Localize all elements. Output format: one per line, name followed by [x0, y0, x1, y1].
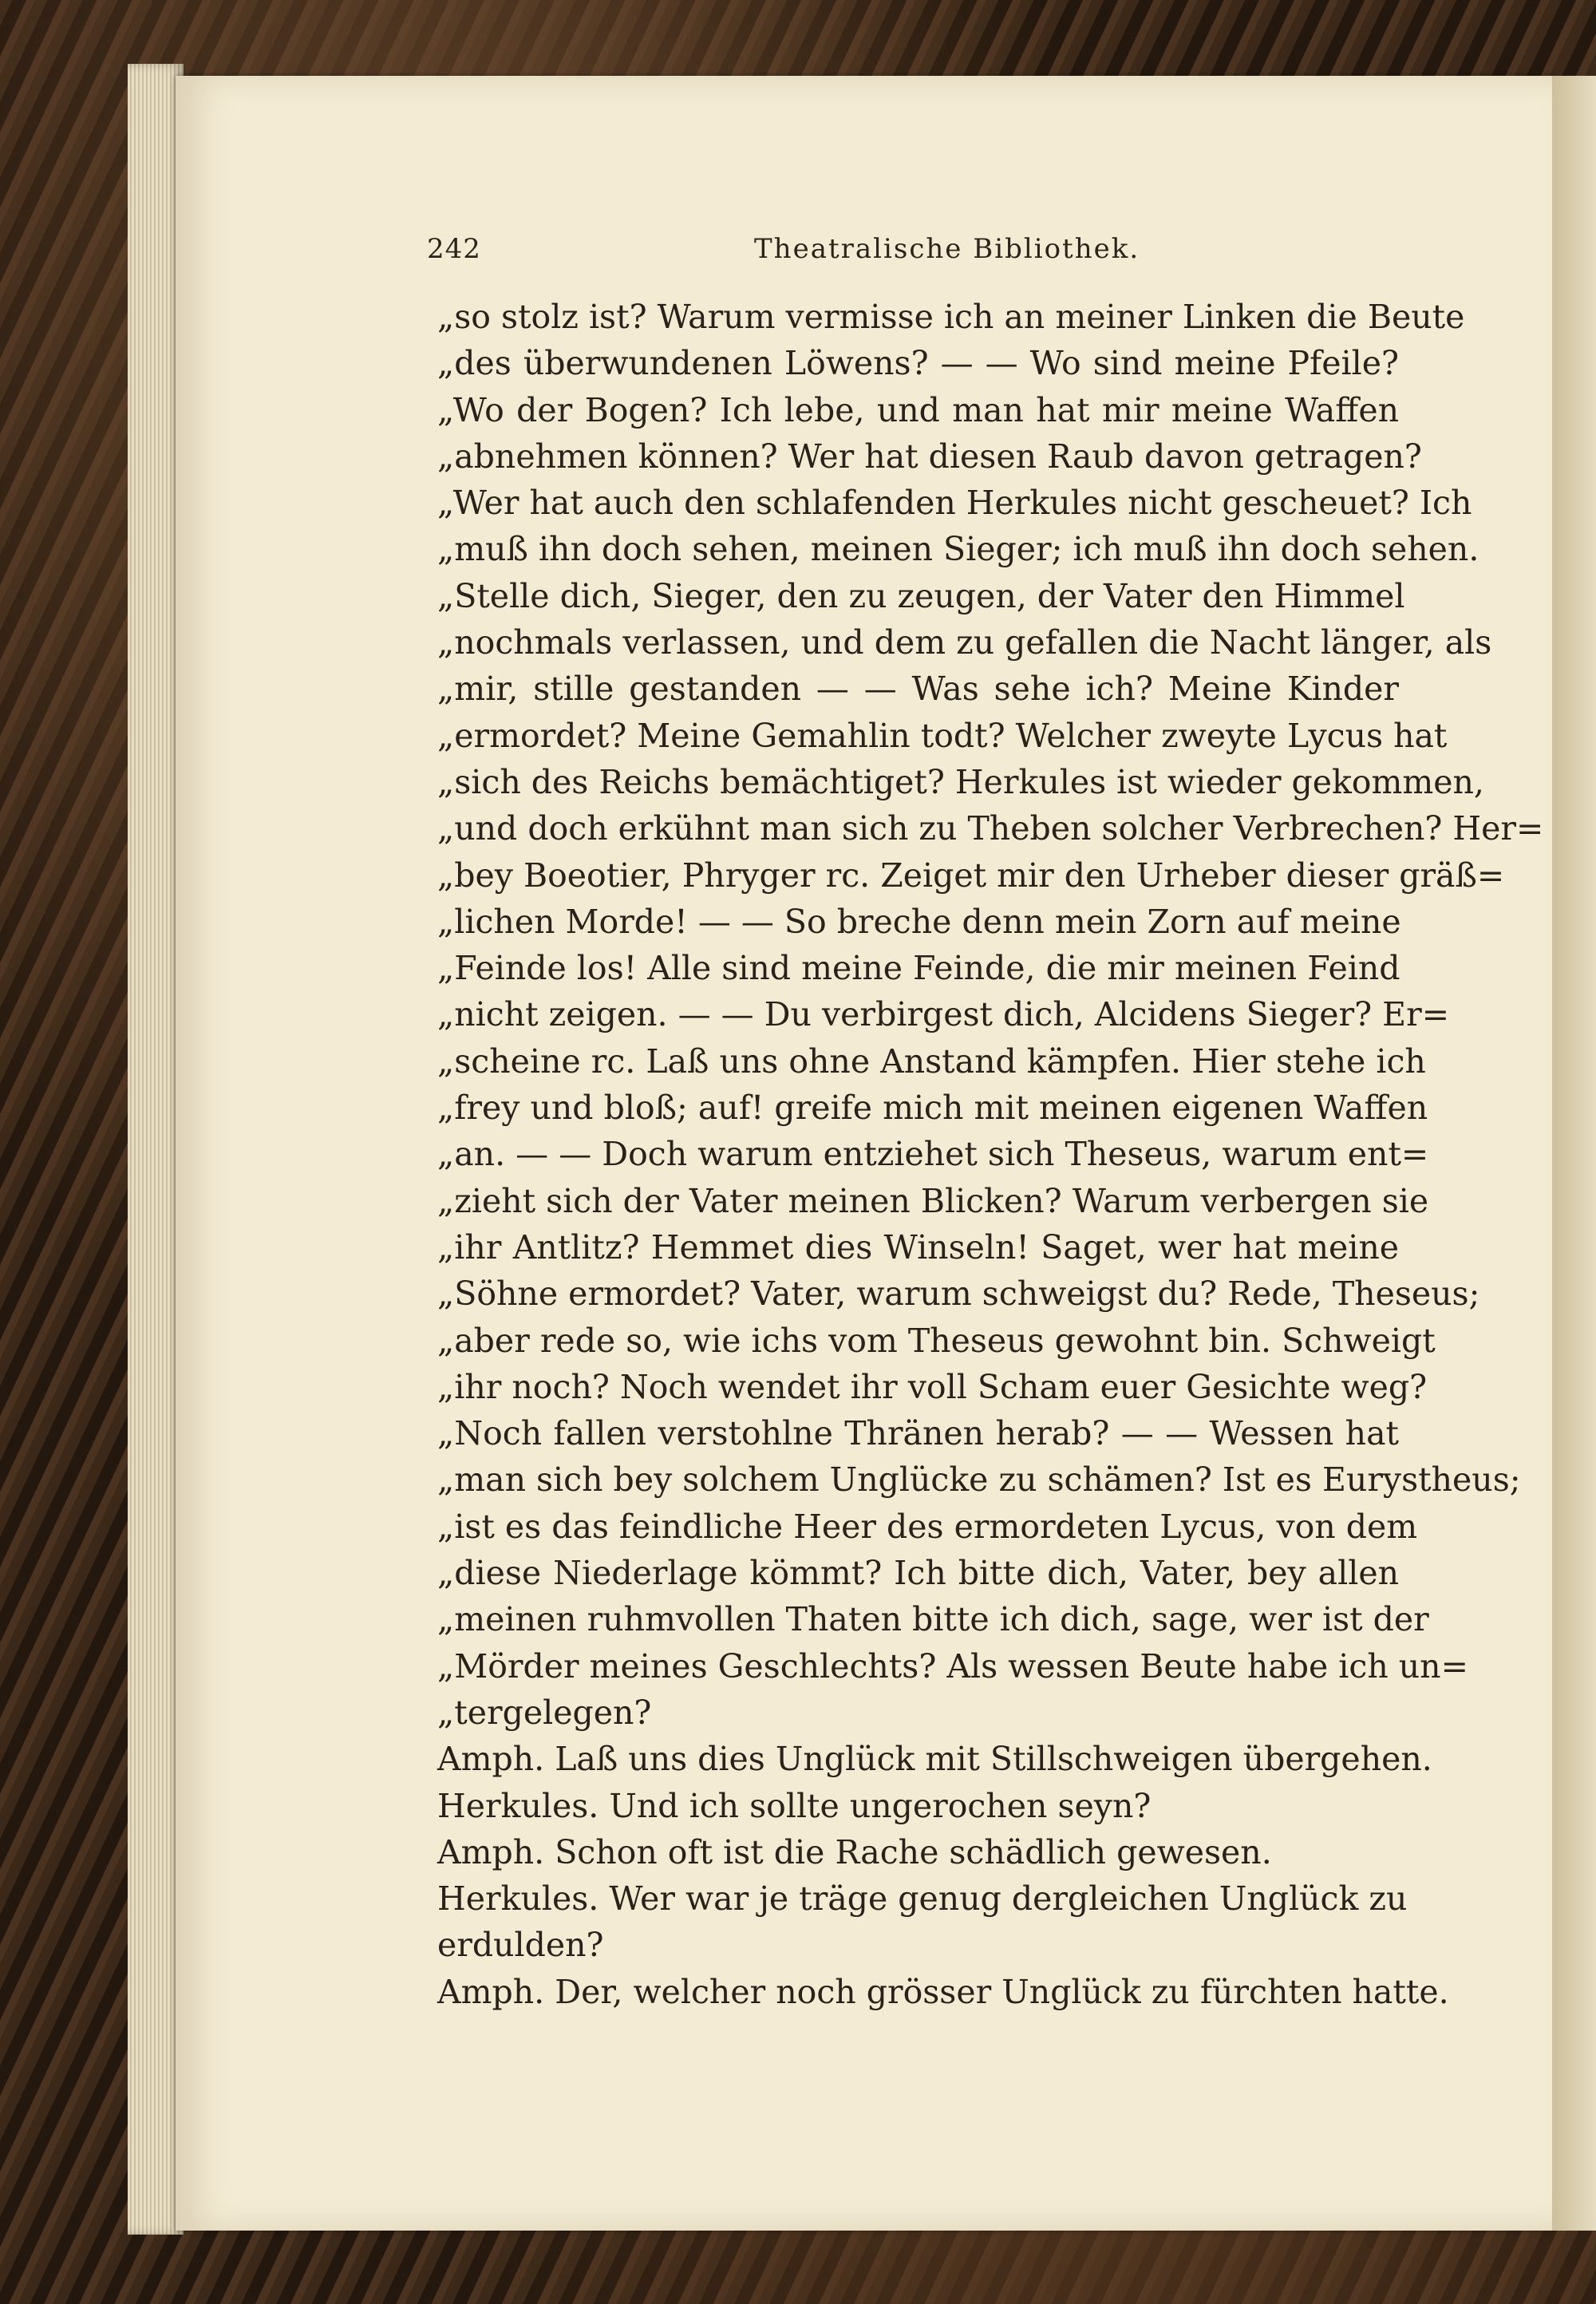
text-line: „lichen Morde! — — So breche denn mein Zorn auf meine	[437, 902, 1401, 941]
text-line: „des überwundenen Löwens? — — Wo sind meine Pfeile?	[437, 344, 1399, 383]
text-line: „an. — — Doch warum entziehet sich Theseus, warum ent=	[437, 1135, 1429, 1174]
facing-page-edge	[1552, 76, 1596, 2231]
text-line: „aber rede so, wie ichs vom Theseus gewohnt bin. Schweigt	[437, 1321, 1436, 1360]
speaker-line: Amph. Laß uns dies Unglück mit Stillschweigen übergehen.	[437, 1740, 1432, 1779]
text-line: „ermordet? Meine Gemahlin todt? Welcher zweyte Lycus hat	[437, 716, 1448, 755]
page-header	[427, 233, 1408, 273]
text-line: „meinen ruhmvollen Thaten bitte ich dich, sage, wer ist der	[437, 1600, 1429, 1639]
text-line: „Wo der Bogen? Ich lebe, und man hat mir meine Waffen	[437, 390, 1399, 429]
body-text	[437, 294, 1544, 2015]
page-number: 242	[427, 233, 481, 265]
text-line: „man sich bey solchem Unglücke zu schämen? Ist es Eurystheus;	[437, 1460, 1521, 1500]
speaker-line: Herkules. Wer war je träge genug dergleichen Unglück zu	[437, 1879, 1408, 1919]
running-title: Theatralische Bibliothek.	[754, 233, 1140, 265]
text-line: „bey Boeotier, Phryger rc. Zeiget mir den Urheber dieser gräß=	[437, 856, 1505, 895]
text-line: „tergelegen?	[437, 1693, 652, 1732]
speaker-line: Amph. Der, welcher noch grösser Unglück zu fürchten hatte.	[437, 1972, 1449, 2011]
text-line: „Mörder meines Geschlechts? Als wessen Beute habe ich un=	[437, 1646, 1468, 1686]
text-line: „zieht sich der Vater meinen Blicken? Warum verbergen sie	[437, 1181, 1429, 1220]
text-line: „ihr Antlitz? Hemmet dies Winseln! Saget, wer hat meine	[437, 1227, 1399, 1267]
text-line: „scheine rc. Laß uns ohne Anstand kämpfen. Hier stehe ich	[437, 1041, 1426, 1081]
text-line: „Wer hat auch den schlafenden Herkules nicht gescheuet? Ich	[437, 484, 1472, 523]
text-line: „diese Niederlage kömmt? Ich bitte dich, Vater, bey allen	[437, 1554, 1399, 1593]
text-line: „Söhne ermordet? Vater, warum schweigst du? Rede, Theseus;	[437, 1275, 1480, 1314]
text-line: „sich des Reichs bemächtiget? Herkules ist wieder gekommen,	[437, 762, 1484, 801]
text-line: „so stolz ist? Warum vermisse ich an meiner Linken die Beute	[437, 298, 1465, 336]
text-line: „Stelle dich, Sieger, den zu zeugen, der Vater den Himmel	[437, 576, 1405, 615]
speaker-line: Herkules. Und ich sollte ungerochen seyn?	[437, 1786, 1152, 1825]
text-line: „abnehmen können? Wer hat diesen Raub davon getragen?	[437, 437, 1422, 476]
text-line: „Feinde los! Alle sind meine Feinde, die mir meinen Feind	[437, 949, 1400, 988]
text-line: erdulden?	[437, 1926, 604, 1965]
text-line: „und doch erkühnt man sich zu Theben solcher Verbrechen? Her=	[437, 809, 1544, 848]
text-line: „frey und bloß; auf! greife mich mit meinen eigenen Waffen	[437, 1089, 1428, 1128]
speaker-line: Amph. Schon oft ist die Rache schädlich gewesen.	[437, 1832, 1272, 1871]
text-line: „mir, stille gestanden — — Was sehe ich? Meine Kinder	[437, 670, 1399, 709]
text-line: „Noch fallen verstohlne Thränen herab? — — Wessen hat	[437, 1414, 1399, 1453]
text-line: „muß ihn doch sehen, meinen Sieger; ich muß ihn doch sehen.	[437, 530, 1479, 569]
text-line: „ist es das feindliche Heer des ermordeten Lycus, von dem	[437, 1507, 1418, 1546]
text-line: „nochmals verlassen, und dem zu gefallen die Nacht länger, als	[437, 623, 1492, 662]
text-line: „nicht zeigen. — — Du verbirgest dich, Alcidens Sieger? Er=	[437, 995, 1450, 1034]
text-line: „ihr noch? Noch wendet ihr voll Scham euer Gesichte weg?	[437, 1367, 1428, 1406]
